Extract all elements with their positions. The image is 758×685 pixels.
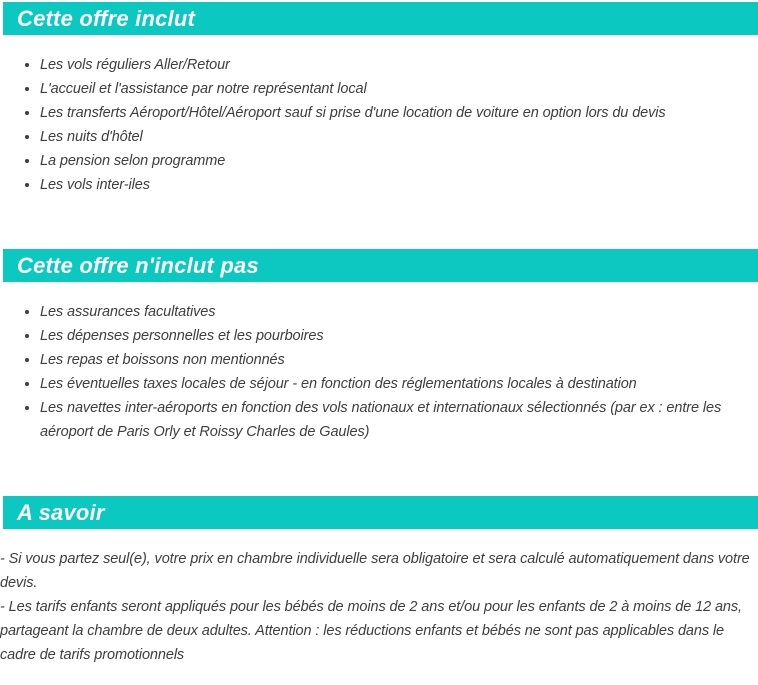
list-item: • L'accueil et l'assistance par notre représentant local	[40, 77, 748, 101]
section-includes	[0, 2, 758, 197]
section-title-includes: Cette offre inclut	[17, 6, 195, 31]
section-header-excludes	[3, 249, 758, 282]
list-item: • Les vols inter-iles	[40, 173, 748, 197]
list-item: • Les vols réguliers Aller/Retour	[40, 53, 748, 77]
list-item: • Les navettes inter-aéroports en fonction des vols nationaux et internationaux sélectionnés (par ex : entre les aéroport de Paris Orly et Roissy Charles de Gaules)	[40, 396, 748, 444]
offer-details-page	[0, 2, 758, 685]
list-item: • Les éventuelles taxes locales de séjour - en fonction des réglementations locales à destination	[40, 372, 748, 396]
notes-text	[0, 547, 758, 667]
section-header-notes	[3, 496, 758, 529]
list-item: • Les nuits d'hôtel	[40, 125, 748, 149]
list-item: • Les assurances facultatives	[40, 300, 748, 324]
list-item: • Les transferts Aéroport/Hôtel/Aéroport sauf si prise d'une location de voiture en option lors du devis	[40, 101, 748, 125]
note-paragraph: - Les tarifs enfants seront appliqués pour les bébés de moins de 2 ans et/ou pour les enfants de 2 à moins de 12 ans, partageant la chambre de deux adultes. Attention : les réductions enfants et bébés ne sont pas applicables dans le cadre de tarifs promotionnels	[0, 599, 742, 663]
section-title-excludes: Cette offre n'inclut pas	[17, 253, 259, 278]
section-excludes	[0, 249, 758, 444]
section-notes	[0, 496, 758, 667]
section-title-notes: A savoir	[17, 500, 105, 525]
section-header-includes	[3, 2, 758, 35]
includes-list	[0, 53, 758, 197]
excludes-list	[0, 300, 758, 444]
list-item: • Les dépenses personnelles et les pourboires	[40, 324, 748, 348]
list-item: • La pension selon programme	[40, 149, 748, 173]
list-item: • Les repas et boissons non mentionnés	[40, 348, 748, 372]
note-paragraph: - Si vous partez seul(e), votre prix en chambre individuelle sera obligatoire et sera calculé automatiquement dans votre devis.	[0, 551, 750, 591]
